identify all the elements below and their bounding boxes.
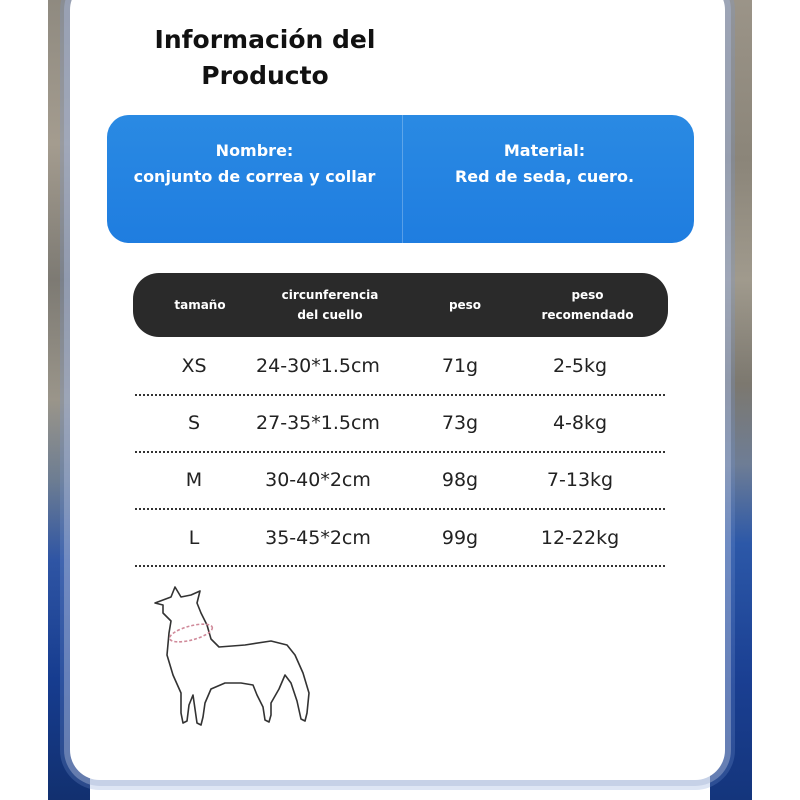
- header-size: [140, 273, 260, 337]
- name-label: Nombre:: [215, 141, 294, 160]
- title-line-1: Información del: [154, 25, 376, 54]
- page-title: [120, 22, 410, 94]
- neck-measure-line: [168, 621, 214, 646]
- material-info: [397, 138, 692, 190]
- row-l-rec: 12-22kg: [540, 527, 620, 549]
- row-xs-rec: 2-5kg: [552, 355, 608, 377]
- row-divider: [135, 394, 665, 396]
- header-size-label: tamaño: [174, 298, 226, 312]
- header-neck-line-2: del cuello: [297, 308, 363, 322]
- header-rec-line-2: recomendado: [541, 308, 634, 322]
- row-m-weight: 98g: [441, 469, 479, 491]
- row-m-neck: 30-40*2cm: [265, 469, 371, 491]
- name-info: [107, 138, 402, 190]
- row-xs-neck: 24-30*1.5cm: [256, 355, 380, 377]
- row-l-weight: 99g: [441, 527, 479, 549]
- row-divider: [135, 451, 665, 453]
- row-divider: [135, 565, 665, 567]
- row-l-size: L: [188, 527, 200, 549]
- dog-outline-icon: [145, 585, 320, 735]
- header-weight: [415, 273, 515, 337]
- row-xs-weight: 71g: [441, 355, 479, 377]
- header-recommended: [520, 273, 655, 337]
- row-divider: [135, 508, 665, 510]
- header-neck: [260, 273, 400, 337]
- row-s-size: S: [187, 412, 201, 434]
- dog-body-outline: [155, 587, 309, 725]
- header-neck-line-1: circunferencia: [281, 288, 379, 302]
- name-value: conjunto de correa y collar: [133, 167, 376, 186]
- title-line-2: Producto: [201, 61, 329, 90]
- row-s-neck: 27-35*1.5cm: [256, 412, 380, 434]
- row-l-neck: 35-45*2cm: [265, 527, 371, 549]
- row-m-size: M: [185, 469, 203, 491]
- material-value: Red de seda, cuero.: [454, 167, 635, 186]
- row-s-rec: 4-8kg: [552, 412, 608, 434]
- row-s-weight: 73g: [441, 412, 479, 434]
- header-rec-line-1: peso: [571, 288, 604, 302]
- material-label: Material:: [503, 141, 586, 160]
- row-xs-size: XS: [181, 355, 207, 377]
- header-weight-label: peso: [448, 298, 482, 312]
- row-m-rec: 7-13kg: [546, 469, 614, 491]
